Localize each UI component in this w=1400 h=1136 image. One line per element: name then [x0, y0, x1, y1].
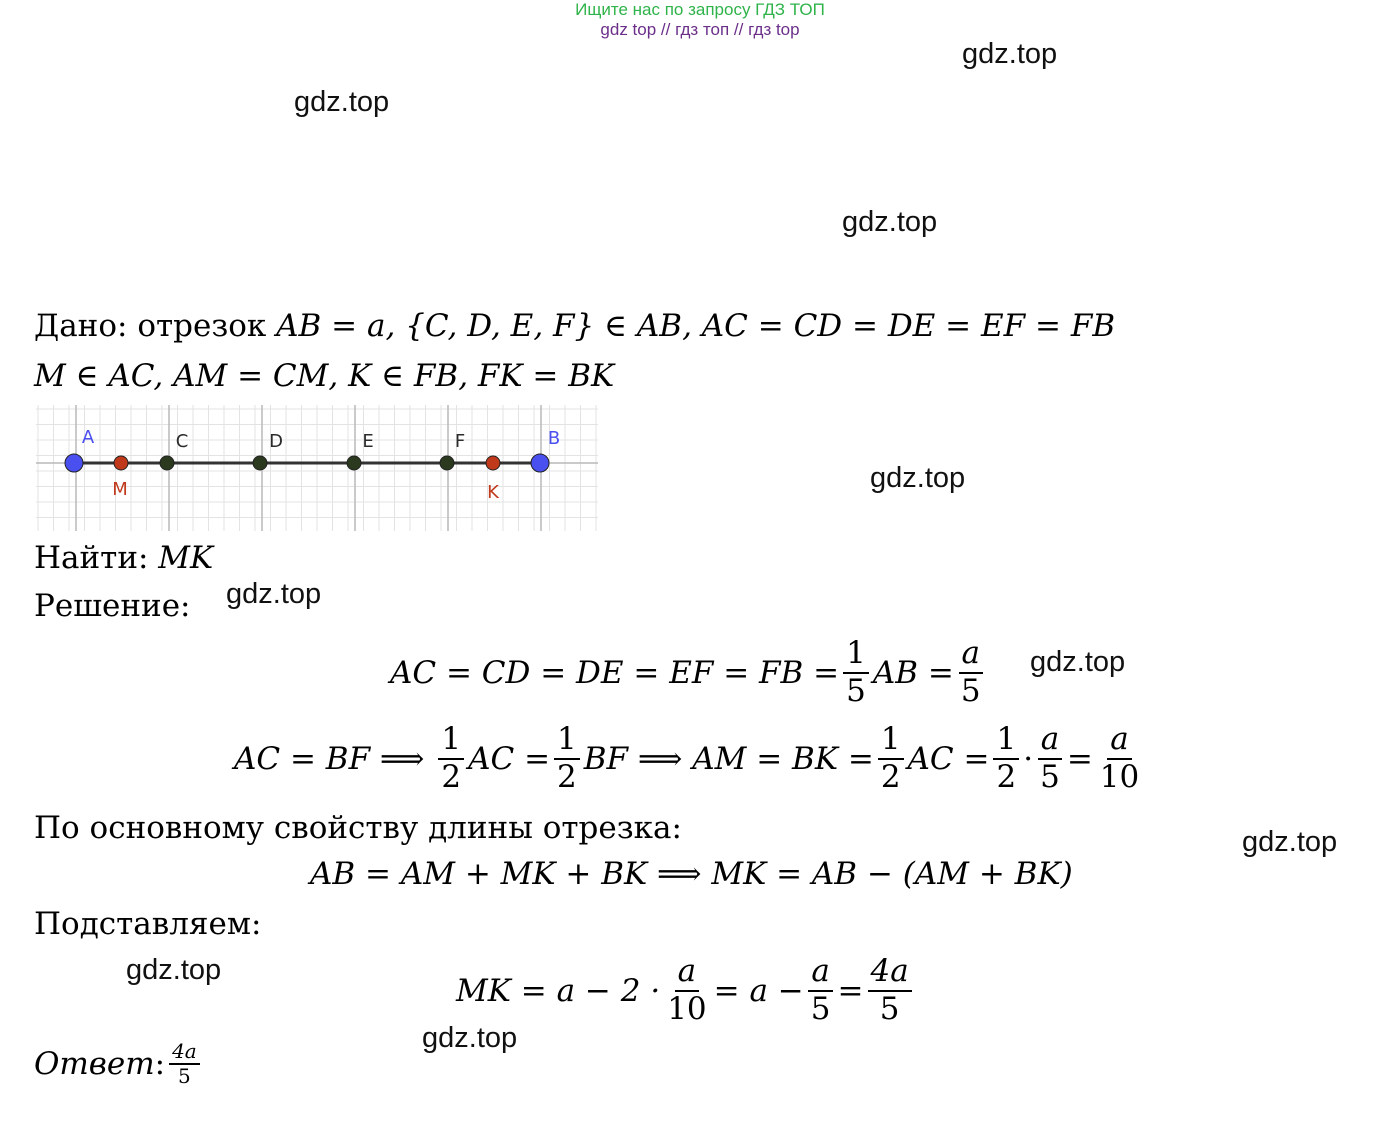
answer-label: Ответ	[34, 1046, 155, 1082]
fraction: $\frac{a}{10}$	[667, 953, 707, 1027]
point-f	[440, 456, 454, 470]
bottom-banner: gdz top // гдз топ // гдз top	[600, 20, 800, 39]
eq2-a: AC = BF ⟹	[234, 740, 425, 777]
eq2-e: =	[1066, 740, 1093, 777]
answer-colon: :	[154, 1046, 166, 1082]
point-d	[253, 456, 267, 470]
eq3-text: AB = AM + MK + BK ⟹ MK = AB − (AM + BK)	[310, 856, 1073, 892]
given-math-1: AB = a, {C, D, E, F} ∈ AB, AC = CD = DE = EF = FB	[276, 308, 1116, 344]
eq2-b: AC =	[468, 740, 551, 777]
point-label-e: E	[362, 431, 374, 452]
watermark: gdz.top	[1030, 646, 1126, 678]
fraction: $\frac{a}{5}$	[1037, 722, 1063, 795]
point-label-f: F	[454, 431, 466, 452]
fraction: $\frac{a}{5}$	[808, 954, 834, 1027]
point-m	[114, 456, 128, 470]
given-text: отрезок	[127, 308, 277, 344]
given-label: Дано:	[34, 308, 128, 344]
fraction: $\frac{a}{5}$	[958, 636, 984, 709]
watermark: gdz.top	[422, 1022, 518, 1054]
watermark: gdz.top	[962, 38, 1058, 70]
point-label-d: D	[269, 431, 283, 452]
watermark: gdz.top	[870, 462, 966, 494]
equation-4	[456, 954, 916, 1027]
find-math: MK	[158, 540, 214, 576]
eq1-mid: AB =	[872, 654, 954, 691]
point-e	[347, 456, 361, 470]
eq2-c: BF ⟹ AM = BK =	[583, 740, 874, 777]
equation-1	[390, 636, 988, 709]
answer-line	[34, 1040, 204, 1088]
point-c	[160, 456, 174, 470]
watermark: gdz.top	[842, 206, 938, 238]
equation-2	[234, 722, 1146, 795]
watermark: gdz.top	[1242, 826, 1338, 858]
eq4-b: = a −	[713, 972, 804, 1009]
find-line	[34, 540, 213, 576]
watermark: gdz.top	[126, 954, 222, 986]
equation-3	[310, 856, 1073, 892]
fraction: $\frac{1}{2}$	[878, 722, 904, 795]
eq1-left: AC = CD = DE = EF = FB =	[390, 654, 840, 691]
given-line-2: M ∈ AC, AM = CM, K ∈ FB, FK = BK	[34, 358, 615, 394]
point-a	[65, 454, 83, 472]
watermark: gdz.top	[226, 578, 322, 610]
fraction: $\frac{4a}{5}$	[868, 954, 912, 1027]
answer-fraction: $\frac{4a}{5}$	[169, 1040, 200, 1088]
segment-figure	[36, 405, 598, 531]
point-label-c: C	[175, 431, 189, 452]
property-text: По основному свойству длины отрезка:	[34, 810, 682, 846]
find-label: Найти:	[34, 540, 149, 576]
fraction: $\frac{1}{2}$	[554, 722, 580, 795]
fraction: $\frac{1}{5}$	[843, 636, 869, 709]
top-banner: Ищите нас по запросу ГДЗ ТОП	[575, 0, 825, 19]
solution-label: Решение:	[34, 588, 191, 624]
point-k	[486, 456, 500, 470]
point-label-m: M	[112, 479, 128, 500]
eq2-dot: ·	[1023, 740, 1034, 777]
fraction: $\frac{1}{2}$	[438, 722, 464, 795]
point-b	[531, 454, 549, 472]
eq4-c: =	[837, 972, 864, 1009]
point-label-a: A	[81, 427, 95, 448]
substitute-label: Подставляем:	[34, 906, 262, 942]
watermark: gdz.top	[294, 86, 390, 118]
fraction: $\frac{1}{2}$	[993, 722, 1019, 795]
given-line-1	[34, 308, 1115, 344]
point-label-b: B	[547, 428, 561, 449]
eq4-a: MK = a − 2 ·	[456, 972, 661, 1009]
eq2-d: AC =	[907, 740, 990, 777]
point-label-k: K	[487, 482, 499, 503]
fraction: $\frac{a}{10}$	[1099, 721, 1140, 795]
